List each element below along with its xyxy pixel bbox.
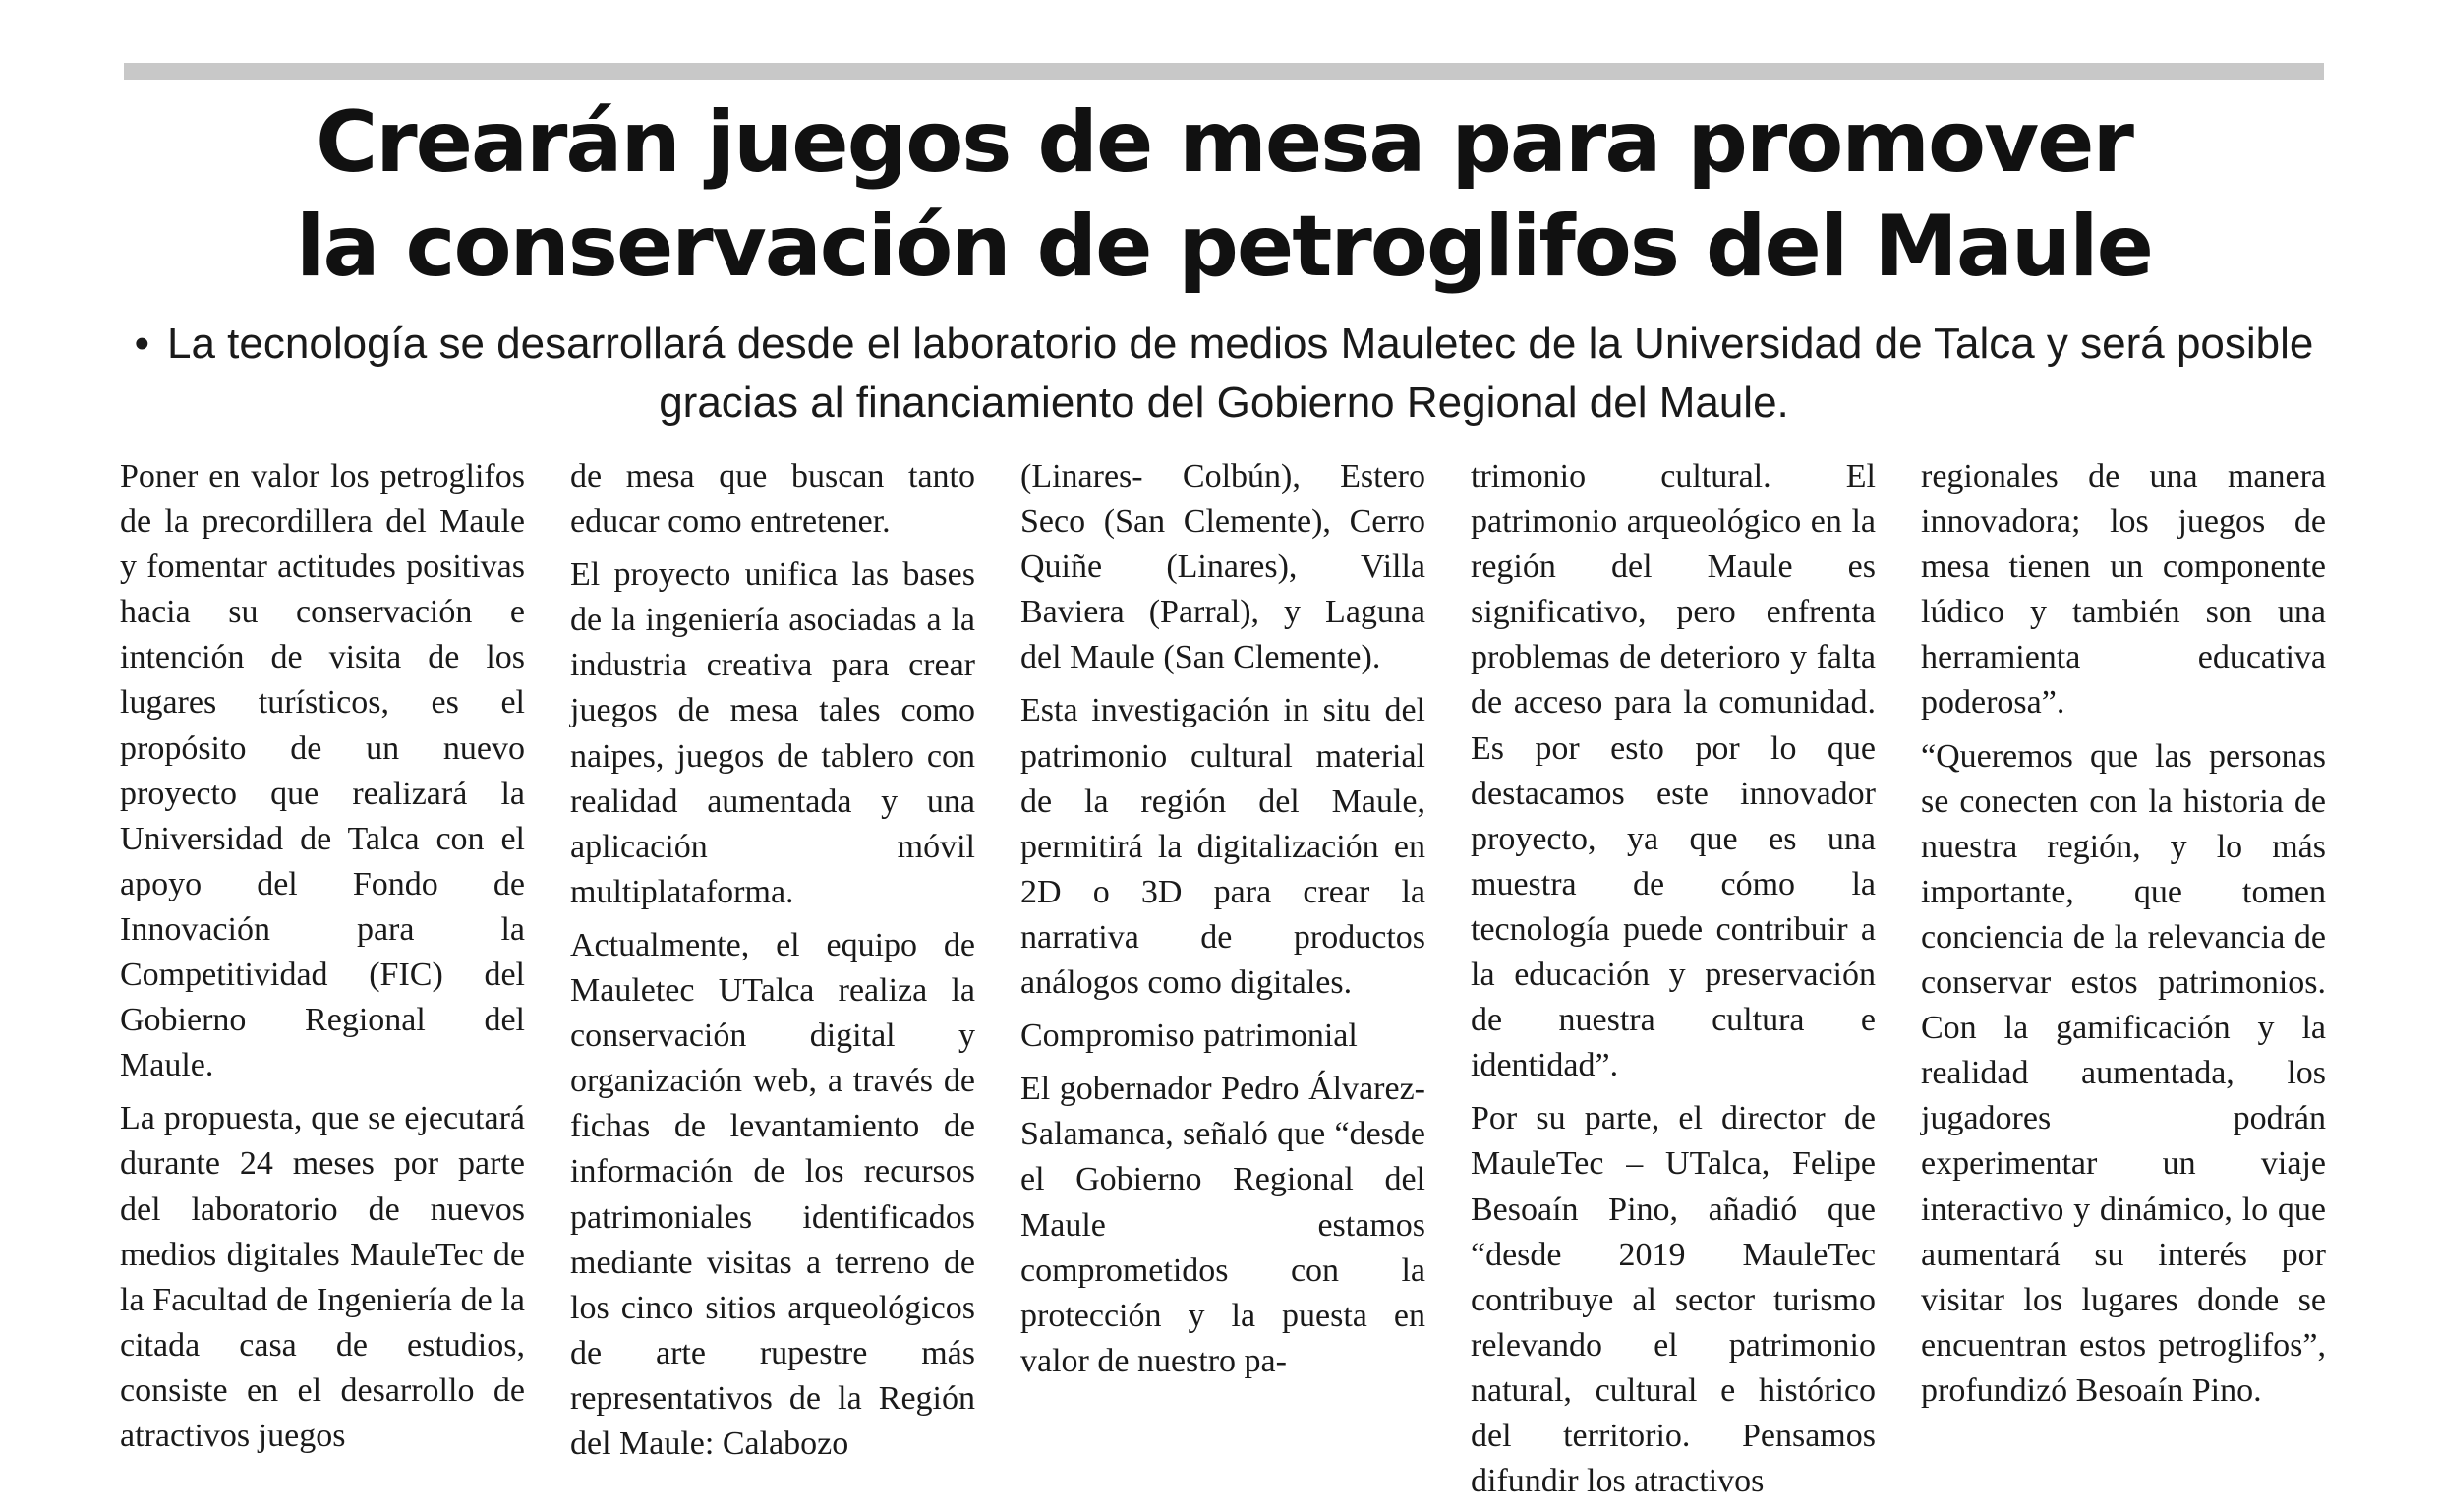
paragraph: Actualmente, el equipo de Mauletec UTalca realiza la conservación digital y organización web, a través de fichas de levantamiento de información de los recursos patrimoniales identificados mediante visitas a terreno de los cinco sitios arqueológicos de arte rupestre más representativos de la Región del Maule: Calabozo bbox=[570, 926, 975, 1462]
bullet-icon: • bbox=[134, 320, 150, 368]
headline-line-2: la conservación de petroglifos del Maule bbox=[296, 198, 2152, 296]
article-body bbox=[120, 454, 2328, 1500]
paragraph: Por su parte, el director de MauleTec – UTalca, Felipe Besoaín Pino, añadió que “desde 2019 MauleTec contribuye al sector turismo relevando el patrimonio natural, cultural e histórico del territorio. Pensamos difundir los atractivos bbox=[1471, 1100, 1876, 1500]
column-4 bbox=[1471, 454, 1876, 1512]
headline bbox=[124, 90, 2324, 299]
paragraph: de mesa que buscan tanto educar como entretener. bbox=[570, 458, 975, 541]
top-rule bbox=[124, 63, 2324, 80]
paragraph: (Linares- Colbún), Estero Seco (San Clemente), Cerro Quiñe (Linares), Villa Baviera (Parral), y Laguna del Maule (San Clemente). bbox=[1020, 458, 1425, 676]
column-2 bbox=[570, 454, 975, 1475]
paragraph: regionales de una manera innovadora; los juegos de mesa tienen un componente lúdico y también son una herramienta educativa poderosa”. bbox=[1921, 458, 2326, 722]
subhead-text-1: La tecnología se desarrollará desde el laboratorio de medios Mauletec de la Universidad de Talca y será posible bbox=[167, 320, 2314, 368]
paragraph: El gobernador Pedro Álvarez-Salamanca, señaló que “desde el Gobierno Regional del Maule estamos comprometidos con la protección y la puesta en valor de nuestro pa- bbox=[1020, 1071, 1425, 1379]
paragraph: El proyecto unifica las bases de la ingeniería asociadas a la industria creativa para crear juegos de mesa tales como naipes, juegos de tablero con realidad aumentada y una aplicación móvil multiplataforma. bbox=[570, 556, 975, 910]
paragraph: La propuesta, que se ejecutará durante 24 meses por parte del laboratorio de nuevos medios digitales MauleTec de la Facultad de Ingeniería de la citada casa de estudios, consiste en el desarrollo de atractivos juegos bbox=[120, 1100, 525, 1454]
paragraph: Poner en valor los petroglifos de la precordillera del Maule y fomentar actitudes positivas hacia su conservación e intención de visita de los lugares turísticos, es el propósito de un nuevo proyecto que realizará la Universidad de Talca con el apoyo del Fondo de Innovación para la Competitividad (FIC) del Gobierno Regional del Maule. bbox=[120, 458, 525, 1084]
column-5 bbox=[1921, 454, 2326, 1422]
subhead-line-2: gracias al financiamiento del Gobierno Regional del Maule. bbox=[659, 378, 1789, 427]
paragraph: Esta investigación in situ del patrimonio cultural material de la región del Maule, permitirá la digitalización en 2D o 3D para crear la narrativa de productos análogos como digitales. bbox=[1020, 692, 1425, 1002]
subhead bbox=[124, 315, 2324, 433]
headline-line-1: Crearán juegos de mesa para promover bbox=[316, 93, 2132, 192]
column-3 bbox=[1020, 454, 1425, 1392]
column-1 bbox=[120, 454, 525, 1467]
paragraph: “Queremos que las personas se conecten con la historia de nuestra región, y lo más importante, que tomen conciencia de la relevancia de conservar estos patrimonios. Con la gamificación y la realidad aumentada, los jugadores podrán experimentar un viaje interactivo y dinámico, lo que aumentará su interés por visitar los lugares donde se encuentran estos petroglifos”, profundizó Besoaín Pino. bbox=[1921, 737, 2326, 1409]
subhead-line-1 bbox=[124, 315, 2324, 374]
paragraph: trimonio cultural. El patrimonio arqueológico en la región del Maule es significativo, pero enfrenta problemas de deterioro y falta de acceso para la comunidad. Es por esto por lo que destacamos este innovador proyecto, ya que es una muestra de cómo la tecnología puede contribuir a la educación y preservación de nuestra cultura e identidad”. bbox=[1471, 458, 1876, 1084]
section-subtitle: Compromiso patrimonial bbox=[1020, 1018, 1358, 1055]
